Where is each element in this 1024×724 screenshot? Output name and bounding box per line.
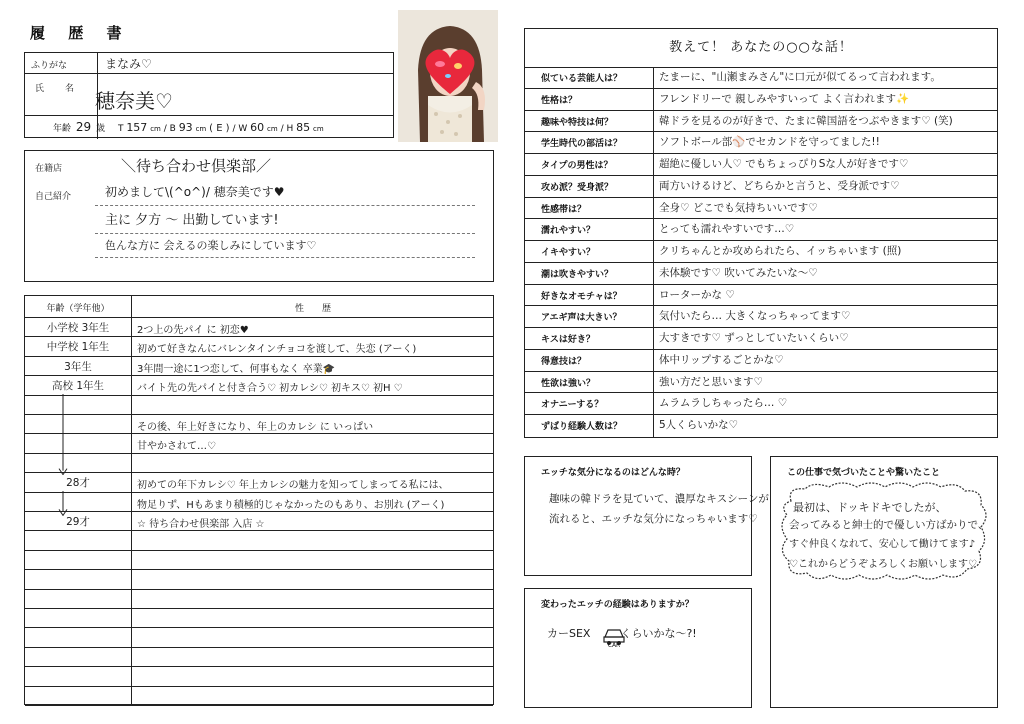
work-box <box>770 456 998 708</box>
history-age: 28才 <box>66 477 90 490</box>
b-label: / B <box>163 124 176 134</box>
history-age: 29才 <box>66 516 90 528</box>
qa-row <box>525 350 997 372</box>
history-row <box>25 512 493 531</box>
work-line: 最初は、ドッキドキでしたが、 <box>793 501 947 514</box>
history-row <box>25 357 493 376</box>
furigana-row <box>25 53 393 74</box>
qa-question: ずばり経験人数は？ <box>541 422 623 433</box>
qa-answer: 体中リップするごとかな♡ <box>659 353 784 366</box>
qa-question: 性欲は強い？ <box>541 378 596 389</box>
w-unit: cm <box>267 125 278 133</box>
history-row <box>25 473 493 492</box>
qa-title: 教えて！ あなたの○○な話！ <box>525 29 997 68</box>
history-row <box>25 590 493 609</box>
t-label: T <box>117 124 124 134</box>
w-value: 60 <box>250 121 265 134</box>
age-unit: 歳 <box>96 124 106 134</box>
history-row <box>25 570 493 589</box>
qa-answer: たまーに、"山瀬まみさん"に口元が似てるって言われます。 <box>659 71 941 83</box>
qa-row <box>525 111 997 133</box>
name-label: 氏 名 <box>35 84 81 94</box>
t-unit: cm <box>150 125 161 133</box>
qa-row <box>525 154 997 176</box>
qa-question: 好きなオモチャは？ <box>541 291 622 302</box>
intro-rule <box>95 205 475 206</box>
history-row <box>25 609 493 628</box>
history-text-header: 性 歴 <box>294 304 331 314</box>
qa-row <box>525 328 997 350</box>
history-text: 物足りず、Hもあまり積極的じゃなかったのもあり、お別れ (アーく) <box>137 499 445 511</box>
qa-question: タイプの男性は？ <box>541 161 613 172</box>
history-row <box>25 454 493 473</box>
document-title: 履 歴 書 <box>30 24 131 42</box>
qa-row <box>525 306 997 328</box>
qa-answer: とっても濡れやすいです…♡ <box>659 223 795 236</box>
intro-line: 主に 夕方 ～ 出勤しています! <box>105 213 279 228</box>
h-value: 85 <box>296 121 311 134</box>
qa-answer: 強い方だと思います♡ <box>659 375 763 388</box>
timeline-arrow-icon <box>57 394 69 480</box>
qa-answer: ムラムラしちゃったら… ♡ <box>659 397 788 410</box>
profile-divider-bottom <box>25 115 393 116</box>
history-text: ☆ 待ち合わせ倶楽部 入店 ☆ <box>137 519 265 530</box>
qa-answer: ローターかな ♡ <box>659 288 735 301</box>
history-age-header: 年齢（学年他） <box>46 304 110 314</box>
strange-title: 変わったエッチの経験はありますか？ <box>541 600 694 610</box>
qa-question: キスは好き？ <box>541 335 595 346</box>
qa-question: 性感帯は？ <box>541 204 587 215</box>
qa-row <box>525 176 997 198</box>
qa-answer: フレンドリーで 親しみやすいって よく言われます✨ <box>659 92 910 105</box>
qa-question: 潮は吹きやすい？ <box>541 269 614 280</box>
h-unit: cm <box>312 125 324 133</box>
qa-question: 得意技は？ <box>541 356 587 367</box>
history-age: 3年生 <box>64 360 92 373</box>
store-label: 在籍店 <box>35 164 63 174</box>
qa-box <box>524 28 998 438</box>
intro-label: 自己紹介 <box>35 192 72 202</box>
work-line: ♡これからどうぞよろしくお願いします♡ <box>789 559 977 570</box>
photo-illustration <box>398 10 498 142</box>
qa-row <box>525 393 997 415</box>
strange-answer <box>547 625 697 649</box>
age-label: 年齢 <box>53 124 72 134</box>
qa-question: 趣味や特技は何？ <box>541 117 614 128</box>
b-value: 93 <box>178 121 193 134</box>
qa-answer: クリちゃんとか攻められたら、イッちゃいます (照) <box>659 245 902 258</box>
qa-answer: ソフトボール部⚾でセカンドを守ってました!! <box>659 136 880 149</box>
history-row <box>25 687 493 706</box>
history-row <box>25 415 493 434</box>
history-row <box>25 551 493 570</box>
qa-answer: 全身♡ どこでも気持ちいいです♡ <box>659 201 818 214</box>
qa-answer: 気付いたら… 大きくなっちゃってます♡ <box>659 310 851 323</box>
qa-row <box>525 263 997 285</box>
qa-question: 似ている芸能人は？ <box>541 74 623 84</box>
work-line: すぐ仲良くなれて、安心して働けてます♪ <box>789 539 976 550</box>
mood-line: 流れると、エッチな気分になっちゃいます♡ <box>549 513 758 525</box>
qa-question: 学生時代の部活は？ <box>541 139 623 150</box>
work-line: 会ってみると紳士的で優しい方ばかりで、 <box>789 519 989 531</box>
history-text: 2つ上の先パイ に 初恋♥ <box>137 325 249 336</box>
work-title: この仕事で気づいたことや驚いたこと <box>787 468 941 478</box>
furigana-label: ふりがな <box>31 61 68 71</box>
history-table <box>24 295 494 705</box>
strange-box <box>524 588 752 708</box>
intro-rule <box>95 257 475 258</box>
cup-value: ( E ) <box>209 123 230 134</box>
qa-row <box>525 285 997 307</box>
history-row <box>25 493 493 512</box>
w-label: / W <box>232 124 248 134</box>
mood-title: エッチな気分になるのはどんな時？ <box>541 468 685 478</box>
h-label: / H <box>280 124 294 134</box>
history-age: 高校 1年生 <box>51 380 105 393</box>
history-row <box>25 648 493 667</box>
furigana-value: まなみ♡ <box>105 57 152 71</box>
qa-row <box>525 132 997 154</box>
qa-answer: 大すきです♡ ずっとしていたいくらい♡ <box>659 332 849 345</box>
intro-rule <box>95 233 475 234</box>
car-label: CAR <box>607 642 621 649</box>
qa-row <box>525 372 997 394</box>
b-unit: cm <box>195 125 207 133</box>
qa-row <box>525 198 997 220</box>
history-row <box>25 667 493 686</box>
history-text: バイト先の先パイと付き合う♡ 初カレシ♡ 初キス♡ 初H ♡ <box>137 383 403 395</box>
profile-photo <box>398 10 498 142</box>
history-row <box>25 531 493 550</box>
intro-line: 色んな方に 会えるの楽しみにしています♡ <box>105 239 317 252</box>
intro-line: 初めまして\(^o^)/ 穂奈美です♥ <box>105 185 285 199</box>
strange-answer-text: カーSEX <box>547 627 591 640</box>
qa-row <box>525 219 997 241</box>
qa-row <box>525 67 997 89</box>
qa-answer: 韓ドラを見るのが好きで、たまに韓国語をつぶやきます♡ (笑) <box>659 114 953 127</box>
history-row <box>25 628 493 647</box>
qa-answer: 5人くらいかな♡ <box>659 419 739 432</box>
qa-question: 濡れやすい？ <box>541 226 596 237</box>
history-age: 小学校 3年生 <box>46 322 110 334</box>
store-value: ＼待ち合わせ倶楽部／ <box>121 157 272 175</box>
history-row <box>25 396 493 415</box>
history-text: 甘やかされて…♡ <box>137 441 216 453</box>
strange-answer-tail: くらいかな～?! <box>620 627 697 640</box>
history-text: 初めて好きなんにバレンタインチョコを渡して、失恋 (アーく) <box>137 344 417 356</box>
history-row <box>25 434 493 453</box>
history-row <box>25 318 493 337</box>
qa-row <box>525 89 997 111</box>
qa-answer: 両方いけるけど、どちらかと言うと、受身派です♡ <box>659 179 900 192</box>
qa-row <box>525 415 997 437</box>
name-value: 穂奈美♡ <box>95 89 173 113</box>
history-header-row <box>25 296 493 318</box>
store-intro-box <box>24 150 494 282</box>
qa-row <box>525 241 997 263</box>
history-age: 中学校 1年生 <box>46 341 110 354</box>
qa-question: 攻め派？受身派？ <box>541 182 614 193</box>
qa-answer: 未体験です♡ 吹いてみたいな～♡ <box>659 266 818 279</box>
qa-answer: 超絶に優しい人♡ でもちょっぴりSな人が好きです♡ <box>659 158 909 171</box>
qa-question: アエギ声は大きい？ <box>541 313 622 324</box>
history-row <box>25 337 493 356</box>
history-text: 3年間一途に1つ恋して、何事もなく 卒業🎓 <box>137 363 336 375</box>
mood-line: 趣味の韓ドラを見ていて、濃厚なキスシーンが <box>549 493 769 505</box>
history-row <box>25 376 493 395</box>
qa-question: オナニーする？ <box>541 400 604 411</box>
qa-question: 性格は？ <box>541 95 578 106</box>
timeline-arrow-icon <box>57 491 69 520</box>
mood-box <box>524 456 769 576</box>
history-text: その後、年上好きになり、年上のカレシ に いっぱい <box>137 422 374 433</box>
measurements <box>53 120 324 134</box>
qa-question: イキやすい？ <box>541 248 596 259</box>
t-value: 157 <box>126 121 148 134</box>
age-value: 29 <box>75 120 92 134</box>
profile-box <box>24 52 394 138</box>
history-text: 初めての年下カレシ♡ 年上カレシの魅力を知ってしまってる私には、 <box>137 480 449 492</box>
